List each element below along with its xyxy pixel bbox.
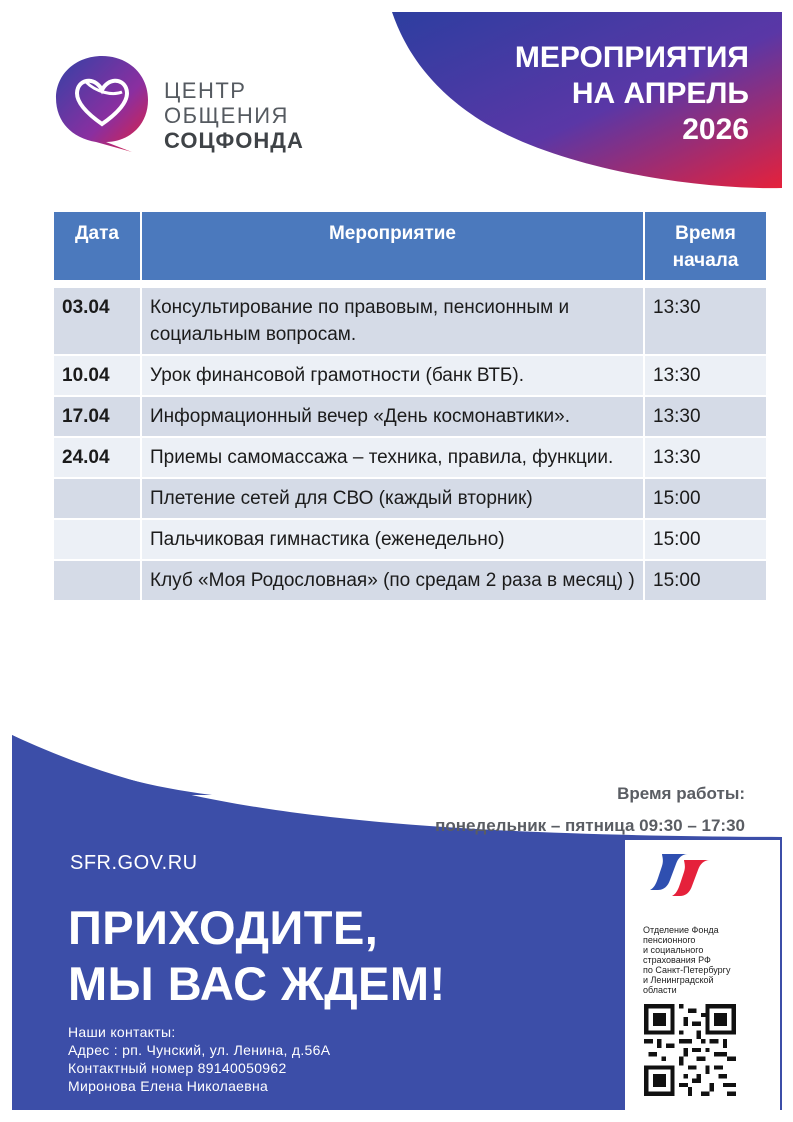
page-title xyxy=(429,40,749,148)
row-time: 13:30 xyxy=(644,355,766,396)
work-hours-value: понедельник – пятница 09:30 – 17:30 xyxy=(435,816,745,835)
sfr-org-name xyxy=(643,925,768,995)
slogan xyxy=(68,900,446,1012)
logo-text xyxy=(164,78,304,153)
row-event: Приемы самомассажа – техника, правила, функции. xyxy=(141,437,644,478)
contacts-title: Наши контакты: xyxy=(68,1024,176,1040)
sfr-org-line: страхования РФ xyxy=(643,955,711,965)
sfr-org-line: по Санкт-Петербургу xyxy=(643,965,731,975)
sfr-org-line: области xyxy=(643,985,677,995)
table-row xyxy=(54,560,766,600)
sfr-logo-icon xyxy=(644,850,714,898)
events-table xyxy=(54,212,766,600)
table-row xyxy=(54,519,766,560)
row-time: 15:00 xyxy=(644,519,766,560)
row-date: 03.04 xyxy=(54,287,141,355)
row-event: Пальчиковая гимнастика (еженедельно) xyxy=(141,519,644,560)
work-hours-label: Время работы: xyxy=(617,784,745,803)
row-date: 24.04 xyxy=(54,437,141,478)
row-time: 15:00 xyxy=(644,478,766,519)
row-date xyxy=(54,560,141,600)
title-line-1: МЕРОПРИЯТИЯ xyxy=(514,41,749,74)
table-row xyxy=(54,287,766,355)
row-time: 13:30 xyxy=(644,396,766,437)
row-date xyxy=(54,519,141,560)
table-row xyxy=(54,355,766,396)
logo-line-2: ОБЩЕНИЯ xyxy=(164,103,289,128)
row-date: 17.04 xyxy=(54,396,141,437)
contacts xyxy=(68,1023,330,1095)
row-time: 13:30 xyxy=(644,287,766,355)
column-header-time: Время начала xyxy=(644,212,766,280)
logo-line-3: СОЦФОНДА xyxy=(164,128,304,153)
table-row xyxy=(54,478,766,519)
work-hours xyxy=(435,778,745,842)
row-date: 10.04 xyxy=(54,355,141,396)
contacts-address: Адрес : рп. Чунский, ул. Ленина, д.56А xyxy=(68,1042,331,1058)
table-header-row xyxy=(54,212,766,280)
row-event: Урок финансовой грамотности (банк ВТБ). xyxy=(141,355,644,396)
row-event: Клуб «Моя Родословная» (по средам 2 раза в месяц) ) xyxy=(141,560,644,600)
title-line-2: НА АПРЕЛЬ xyxy=(571,77,749,110)
slogan-line-2: МЫ ВАС ЖДЕМ! xyxy=(68,957,446,1010)
row-time: 15:00 xyxy=(644,560,766,600)
qr-code-icon[interactable] xyxy=(644,1004,736,1096)
sfr-org-line: пенсионного xyxy=(643,935,696,945)
website-link[interactable]: SFR.GOV.RU xyxy=(70,852,198,874)
contacts-phone: Контактный номер 89140050962 xyxy=(68,1060,287,1076)
contacts-person: Миронова Елена Николаевна xyxy=(68,1078,269,1094)
title-line-3: 2026 xyxy=(682,113,749,146)
sfr-org-line: Отделение Фонда xyxy=(643,925,719,935)
row-event: Информационный вечер «День космонавтики». xyxy=(141,396,644,437)
row-event: Консультирование по правовым, пенсионным и социальным вопросам. xyxy=(141,287,644,355)
heart-speech-bubble-icon xyxy=(52,52,152,152)
column-header-date: Дата xyxy=(54,212,141,280)
row-date xyxy=(54,478,141,519)
logo-line-1: ЦЕНТР xyxy=(164,78,247,103)
table-row xyxy=(54,437,766,478)
table-row xyxy=(54,396,766,437)
slogan-line-1: ПРИХОДИТЕ, xyxy=(68,901,379,954)
column-header-event: Мероприятие xyxy=(141,212,644,280)
row-event: Плетение сетей для СВО (каждый вторник) xyxy=(141,478,644,519)
sfr-org-line: и социального xyxy=(643,945,704,955)
sfr-org-line: и Ленинградской xyxy=(643,975,714,985)
row-time: 13:30 xyxy=(644,437,766,478)
